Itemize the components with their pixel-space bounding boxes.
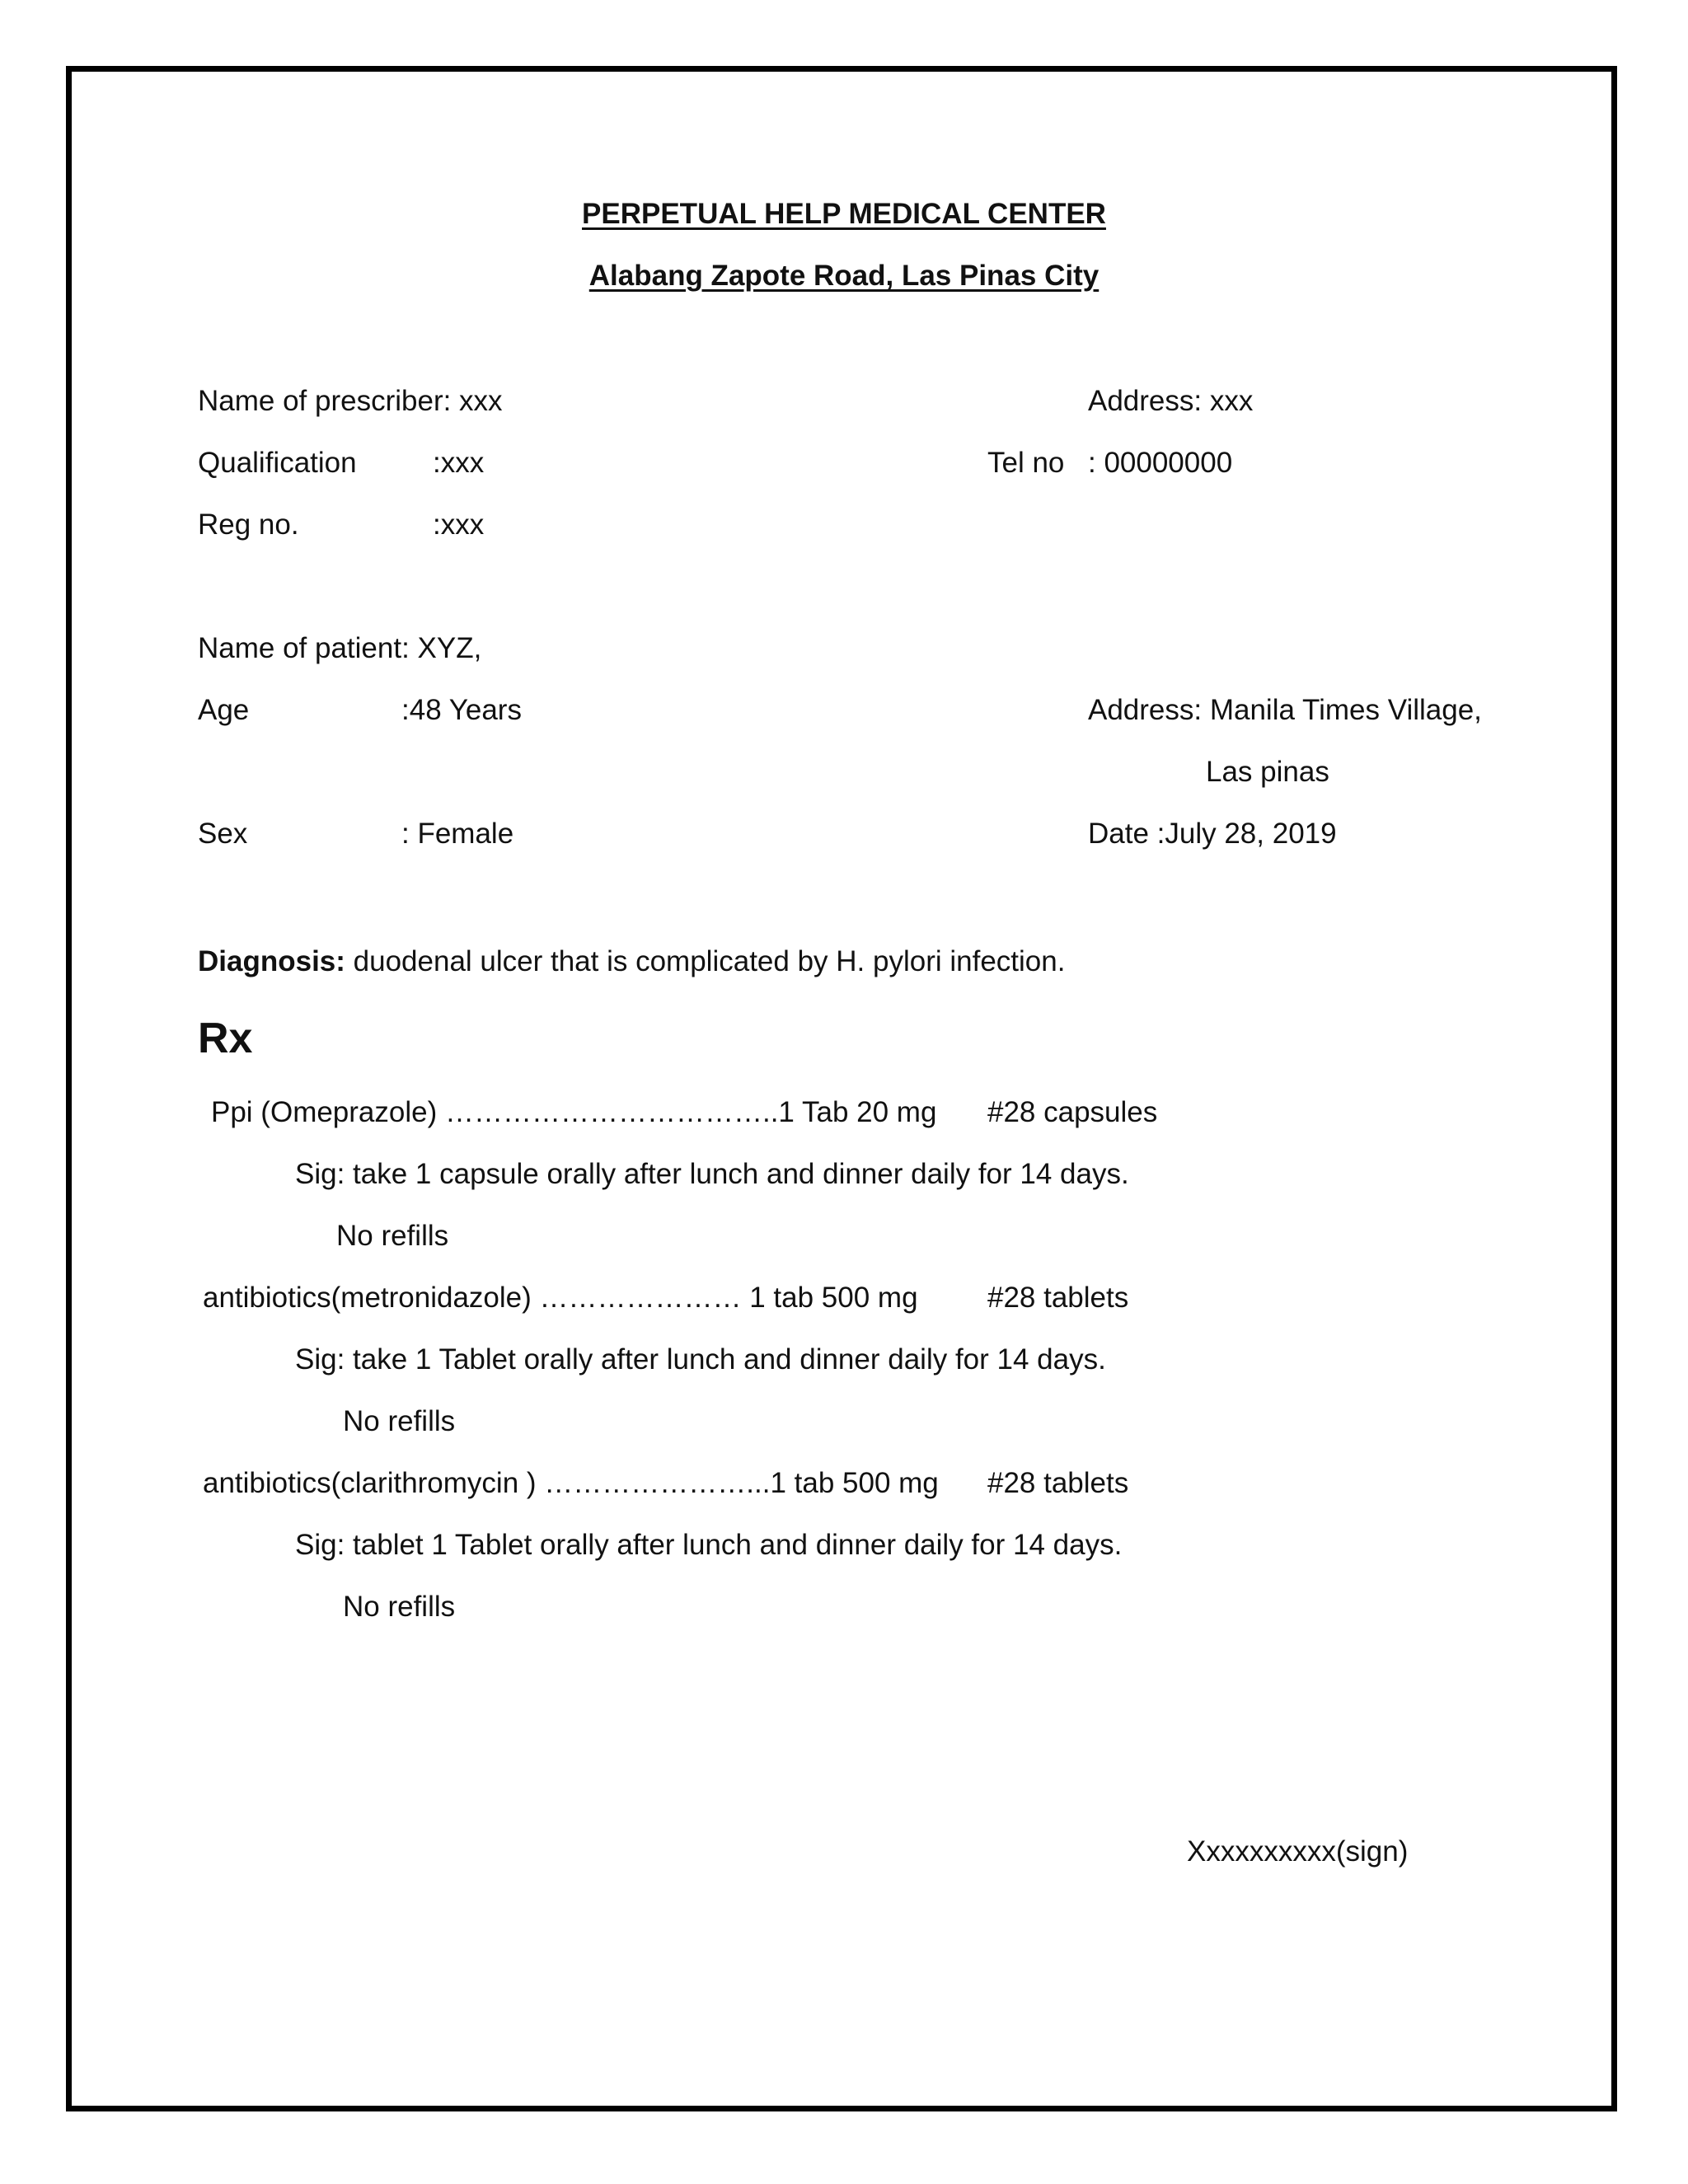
med-2-drug: antibiotics(metronidazole) ………………… 1 tab 500 mg [203, 1282, 918, 1314]
tel-value: : 00000000 [1088, 447, 1233, 479]
hospital-name: PERPETUAL HELP MEDICAL CENTER [582, 198, 1106, 230]
med-2-quantity: #28 tablets [987, 1282, 1129, 1314]
diagnosis-text: duodenal ulcer that is complicated by H. pylori infection. [345, 945, 1066, 977]
med-2-refills: No refills [343, 1405, 456, 1437]
med-1-quantity: #28 capsules [987, 1096, 1158, 1128]
patient-address-line2: Las pinas [1206, 756, 1329, 788]
qualification-value: :xxx [433, 447, 485, 479]
rx-symbol: Rx [198, 1015, 253, 1062]
qualification-label: Qualification [198, 447, 357, 479]
med-3-refills: No refills [343, 1591, 456, 1623]
diagnosis [198, 944, 1065, 980]
page-border [66, 66, 1617, 2111]
med-1-refills: No refills [336, 1220, 449, 1252]
age-label: Age [198, 694, 250, 726]
prescription-date: Date :July 28, 2019 [1088, 818, 1337, 850]
hospital-address: Alabang Zapote Road, Las Pinas City [588, 260, 1100, 292]
age-value: :48 Years [401, 694, 522, 726]
med-1-drug: Ppi (Omeprazole) ……………………………..1 Tab 20 mg [211, 1096, 937, 1128]
tel-label: Tel no [987, 447, 1065, 479]
med-3-drug: antibiotics(clarithromycin ) …………………...1 tab 500 mg [203, 1467, 939, 1499]
med-1-sig: Sig: take 1 capsule orally after lunch and dinner daily for 14 days. [295, 1158, 1129, 1190]
med-3-sig: Sig: tablet 1 Tablet orally after lunch and dinner daily for 14 days. [295, 1529, 1123, 1561]
med-2-sig: Sig: take 1 Tablet orally after lunch and dinner daily for 14 days. [295, 1343, 1106, 1376]
prescriber-name: Name of prescriber: xxx [198, 385, 503, 417]
med-3-quantity: #28 tablets [987, 1467, 1129, 1499]
reg-value: :xxx [433, 509, 485, 541]
patient-name: Name of patient: XYZ, [198, 632, 482, 664]
sex-value: : Female [401, 818, 514, 850]
prescriber-signature: Xxxxxxxxxx(sign) [1187, 1835, 1409, 1868]
patient-address-line1: Address: Manila Times Village, [1088, 694, 1482, 726]
diagnosis-label: Diagnosis: [198, 945, 345, 977]
sex-label: Sex [198, 818, 248, 850]
reg-label: Reg no. [198, 509, 299, 541]
prescriber-address: Address: xxx [1088, 385, 1254, 417]
